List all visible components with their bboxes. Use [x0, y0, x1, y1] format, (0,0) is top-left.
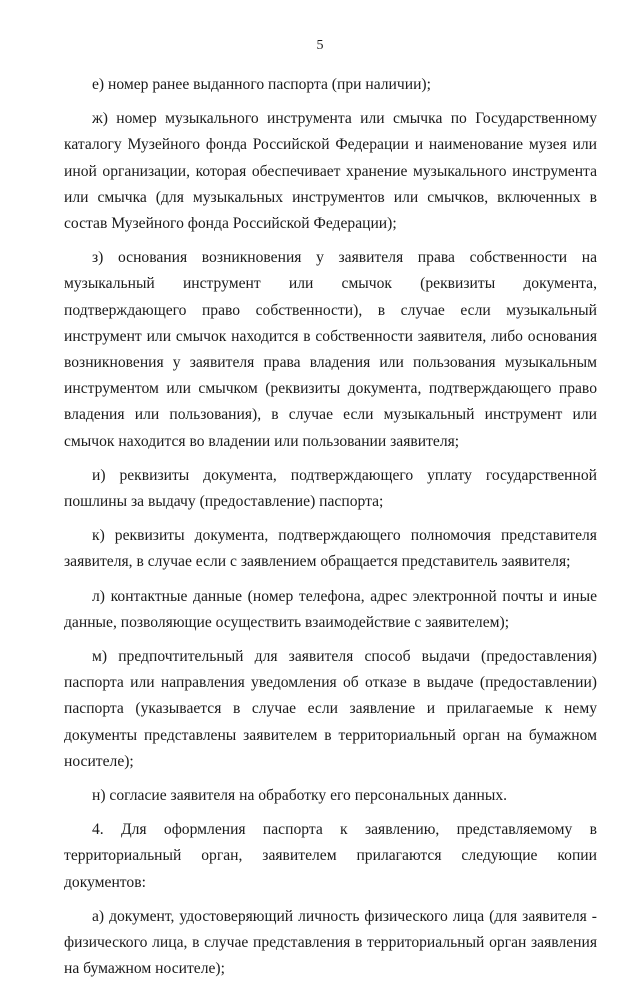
paragraph-z: з) основания возникновения у заявителя права собственности на музыкальный инструмент или смычок (реквизиты документа, подтверждающего право собственности), в случае если музыкальный инструмент или смычок находится в собственности заявителя, либо основания возникновения у заявителя права владения или пользования музыкальным инструментом или смычком (реквизиты документа, подтверждающего право владения или пользования), в случае если музыкальный инструмент или смычок находится во владении или пользовании заявителя;: [64, 249, 597, 450]
page-number: 5: [316, 38, 324, 53]
paragraph-n: н) согласие заявителя на обработку его персональных данных.: [92, 787, 508, 805]
paragraph-i: и) реквизиты документа, подтверждающего уплату государственной пошлины за выдачу (предоставление) паспорта;: [64, 466, 597, 511]
paragraph-l: л) контактные данные (номер телефона, адрес электронной почты и иные данные, позволяющие осуществить взаимодействие с заявителем);: [64, 587, 597, 631]
document-body: [64, 72, 597, 991]
paragraph-a: а) документ, удостоверяющий личность физического лица (для заявителя - физического лица, в случае представления в территориальный орган заявления на бумажном носителе);: [64, 907, 597, 978]
paragraph-e: е) номер ранее выданного паспорта (при наличии);: [92, 76, 431, 93]
paragraph-m: м) предпочтительный для заявителя способ выдачи (предоставления) паспорта или направления уведомления об отказе в выдаче (предоставлении) паспорта (указывается в случае если заявление и прилагаемые к нему документы представлены заявителем в территориальный орган на бумажном носителе);: [64, 648, 597, 770]
paragraph-section-4: 4. Для оформления паспорта к заявлению, представляемому в территориальный орган, заявителем прилагаются следующие копии документов:: [64, 821, 597, 891]
paragraph-zh: ж) номер музыкального инструмента или смычка по Государственному каталогу Музейного фонда Российской Федерации и наименование музея или иной организации, которая обеспечивает хранение музыкального инструмента или смычка (для музыкальных инструментов или смычков, включенных в состав Музейного фонда Российской Федерации);: [64, 110, 597, 233]
paragraph-k: к) реквизиты документа, подтверждающего полномочия представителя заявителя, в случае если с заявлением обращается представитель заявителя;: [64, 527, 597, 571]
